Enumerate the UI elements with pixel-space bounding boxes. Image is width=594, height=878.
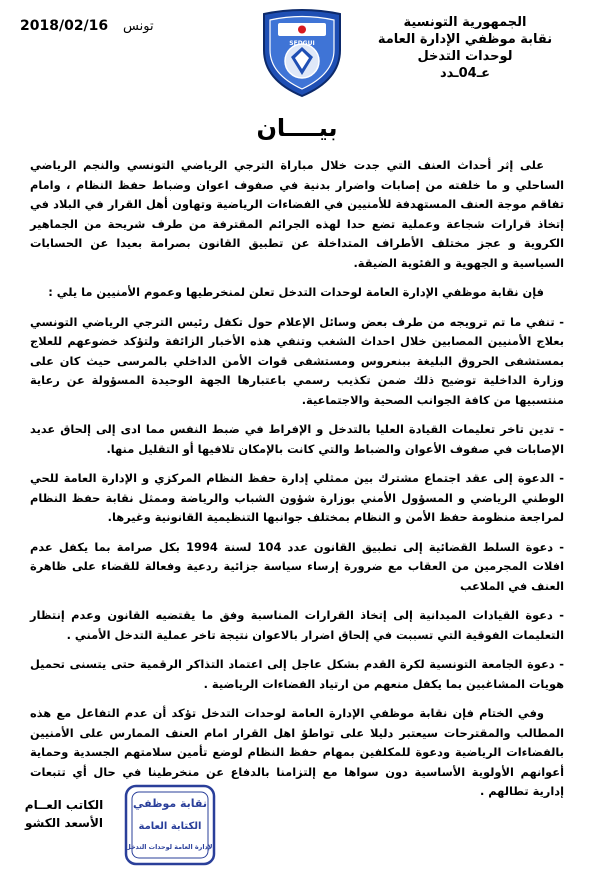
union-name-line2: لوحدات التدخل [417, 49, 513, 64]
paragraph-point-6: - دعوة الجامعة التونسية لكرة القدم بشكل عاجل إلى اعتماد التذاكر الرقمية حتى يتسنى تحميل هويات المشاغبين بما يكفل منعهم من ارتياد الفضاءات الرياضية . [30, 657, 564, 691]
signatory-name: الأسعد الكشو [24, 816, 104, 830]
paragraph-point-4: - دعوة السلط القضائية إلى تطبيق القانون عدد 104 لسنة 1994 بكل صرامة بما يكفل عدم افلات المجرمين من العقاب مع ضرورة إرساء سياسة جزائية ردعية وفعالة للقضاء على ظاهرة العنف في الملاعب [30, 539, 565, 593]
union-logo [254, 6, 350, 98]
document-title: بيــــان [256, 114, 338, 142]
reference-number: عـ04ـدد [439, 66, 491, 81]
republic-name: الجمهورية التونسية [403, 15, 527, 30]
stamp-line3: الإدارة العامة لوحدات التدخل [125, 843, 215, 851]
paragraph-intro: على إثر أحداث العنف التي جدت خلال مباراة الترجي الرياضي التونسي والنجم الرياضي الساحلي و ما خلفته من إصابات واضرار بدنية في صفوف اعوان وضباط حفظ النظام ، وامام تفاقم موجة العنف المستهدفة للأمنيين في الفضاءات الرياضية وتهاون أهل القرار في البلاد في إتخاذ قرارات شجاعة وعملية تضع حدا لهذه الجرائم المقترفة من طرف شريحة من الجماهير الكروية و عجز مختلف الأطراف المتداخلة عن تطبيق القانون بصرامة بعيدا عن الحسابات السياسية و الجهوية و الفئوية الضيقة. [30, 158, 564, 270]
paragraph-point-1: - تنفي ما تم ترويجه من طرف بعض وسائل الإعلام حول تكفل رئيس الترجي الرياضي التونسي بعلاج الأمنيين المصابين خلال احداث الشغب وتنفي هذه الأخبار الزائفة ولتؤكد خضوعهم للعلاج بمستشفى الحروق البليغة ببنعروس ومستشفى قوات الأمن الداخلي بالمرسى حيث كان على وزارة الداخلية توضيح ذلك ضمن تكذيب رسمي باعتبارها الجهة الوحيدة المسؤولة عن رعاية منتسبيها من كافة الجوانب الصحية والاجتماعية. [30, 314, 564, 407]
union-name-line1: نقابة موظفي الإدارة العامة [377, 32, 553, 47]
header-organization [370, 14, 560, 82]
stamp-line2: الكتابة العامة [138, 821, 202, 832]
union-stamp [120, 780, 220, 870]
stamp-line1: نقابة موظفي [133, 797, 207, 810]
paragraph-announcement: فإن نقابة موظفي الإدارة العامة لوحدات التدخل تعلن لمنخرطيها وعموم الأمنيين ما يلي : [48, 285, 544, 299]
paragraph-conclusion: وفي الختام فإن نقابة موظفي الإدارة العامة لوحدات التدخل تؤكد أن عدم التفاعل مع هذه المطالب والمقترحات سيعتبر دليلا على تواطؤ اهل القرار امام العنف الممارس على الأمنيين بالفضاءات الرياضية ودعوة للمكلفين بمهام حفظ النظام لوضع تأمين سلامتهم الجسدية وحماية أعوانهم الأولوية الأساسية دون سواها مع إلتزامنا بالدفاع عن منخرطينا في حال أي تتبعات إدارية تطالهم . [30, 706, 564, 798]
date-value: 2018/02/16 [20, 18, 109, 34]
logo-acronym: SFDGUI [289, 40, 315, 47]
header-date [20, 18, 190, 34]
date-place: تونس [123, 19, 154, 34]
paragraph-point-2: - تدين تاخر تعليمات القيادة العليا بالتدخل و الإفراط في ضبط النفس مما ادى إلى إلحاق عديد الإصابات في صفوف الأعوان والضباط والتي كانت بالإمكان تلافيها أو التقليل منها. [30, 422, 564, 456]
signatory-role: الكاتب العــام [24, 798, 104, 812]
statement-body [30, 156, 564, 812]
paragraph-point-3: - الدعوة إلى عقد اجتماع مشترك بين ممثلي إدارة حفظ النظام المركزي و الإدارة العامة للحي الوطني الرياضي و المسؤول الأمني بوزارة شؤون الشباب والرياضة وممثل نقابة حفظ النظام لمراجعة منظومة حفظ الأمن و النظام بمختلف جوانبها التنظيمية القانونية وغيرها. [30, 471, 564, 524]
paragraph-point-5: - دعوة القيادات الميدانية إلى إتخاذ القرارات المناسبة وفق ما يقتضيه القانون وعدم إنتظار التعليمات الفوقية التي تسببت في إلحاق اضرار بالاعوان نتيجة تاخر عملية التدخل الأمني . [30, 608, 564, 642]
signature-block [16, 796, 112, 832]
